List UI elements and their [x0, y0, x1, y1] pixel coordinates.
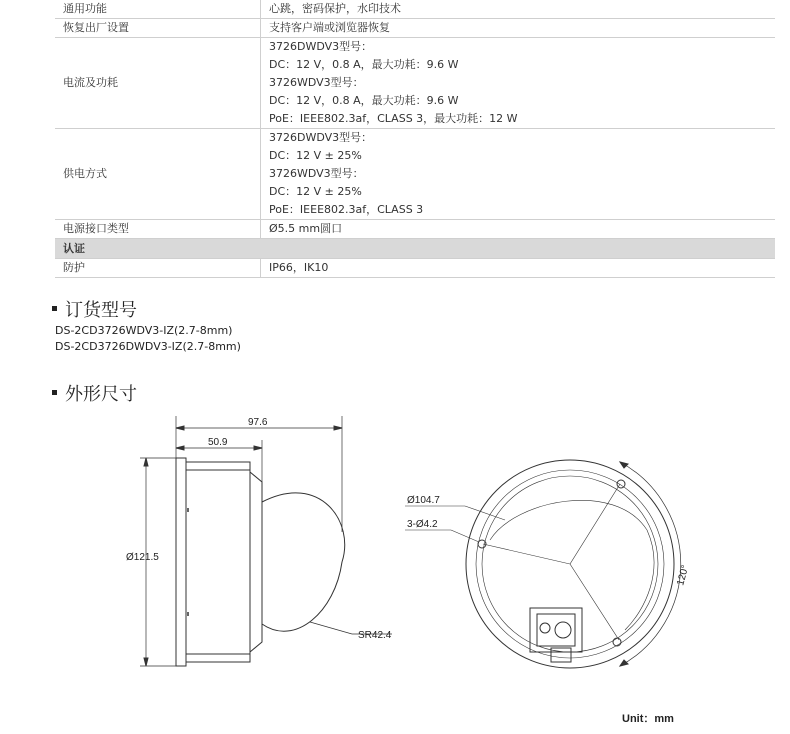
dimension-title: 外形尺寸: [65, 384, 137, 405]
side-view-drawing: [120, 412, 410, 682]
spec-line: 3726WDV3型号：: [269, 76, 364, 89]
dim-angle: 120°: [675, 563, 692, 587]
table-row: [55, 129, 775, 220]
spec-line: DC：12 V ± 25%: [269, 185, 362, 198]
bullet-icon: [52, 306, 57, 311]
dim-total-width: 97.6: [248, 417, 268, 428]
spec-label: 通用功能: [55, 0, 261, 19]
dim-base-width: 50.9: [208, 437, 228, 448]
spec-line: PoE：IEEE802.3af，CLASS 3: [269, 203, 424, 216]
table-row: [55, 220, 775, 239]
spec-value: 支持客户端或浏览器恢复: [261, 19, 776, 38]
order-heading: [52, 296, 137, 322]
table-row: [55, 38, 775, 129]
spec-line: 3726DWDV3型号：: [269, 40, 373, 53]
table-row: [55, 0, 775, 19]
spec-line: 3726DWDV3型号：: [269, 131, 373, 144]
dimension-heading: [52, 380, 137, 406]
spec-line: 3726WDV3型号：: [269, 167, 364, 180]
top-view-drawing: [405, 440, 715, 695]
spec-line: DC：12 V，0.8 A，最大功耗：9.6 W: [269, 94, 459, 107]
spec-value: Ø5.5 mm圆口: [261, 220, 776, 239]
dim-mount-circle: Ø104.7: [407, 495, 440, 506]
table-row: [55, 259, 775, 278]
spec-label: 防护: [55, 259, 261, 278]
dim-holes: 3-Ø4.2: [407, 519, 438, 530]
spec-value: 心跳，密码保护，水印技术: [261, 0, 776, 19]
spec-value: [261, 129, 776, 220]
spec-label: 恢复出厂设置: [55, 19, 261, 38]
unit-label: Unit：mm: [622, 713, 674, 725]
spec-line: DC：12 V ± 25%: [269, 149, 362, 162]
spec-line: DC：12 V，0.8 A，最大功耗：9.6 W: [269, 58, 459, 71]
spec-line: PoE：IEEE802.3af，CLASS 3，最大功耗：12 W: [269, 112, 518, 125]
spec-table: [55, 0, 775, 278]
dim-diameter: Ø121.5: [126, 552, 159, 563]
section-row: [55, 239, 775, 259]
spec-value: IP66，IK10: [261, 259, 776, 278]
spec-label: 电源接口类型: [55, 220, 261, 239]
spec-value: [261, 38, 776, 129]
order-title: 订货型号: [65, 300, 137, 321]
spec-label: 电流及功耗: [55, 38, 261, 129]
table-row: [55, 19, 775, 38]
section-title: 认证: [55, 239, 775, 259]
model-number: DS-2CD3726DWDV3-IZ(2.7-8mm): [55, 340, 241, 353]
spec-label: 供电方式: [55, 129, 261, 220]
model-number: DS-2CD3726WDV3-IZ(2.7-8mm): [55, 324, 233, 337]
dim-sphere-radius: SR42.4: [358, 630, 392, 641]
bullet-icon: [52, 390, 57, 395]
